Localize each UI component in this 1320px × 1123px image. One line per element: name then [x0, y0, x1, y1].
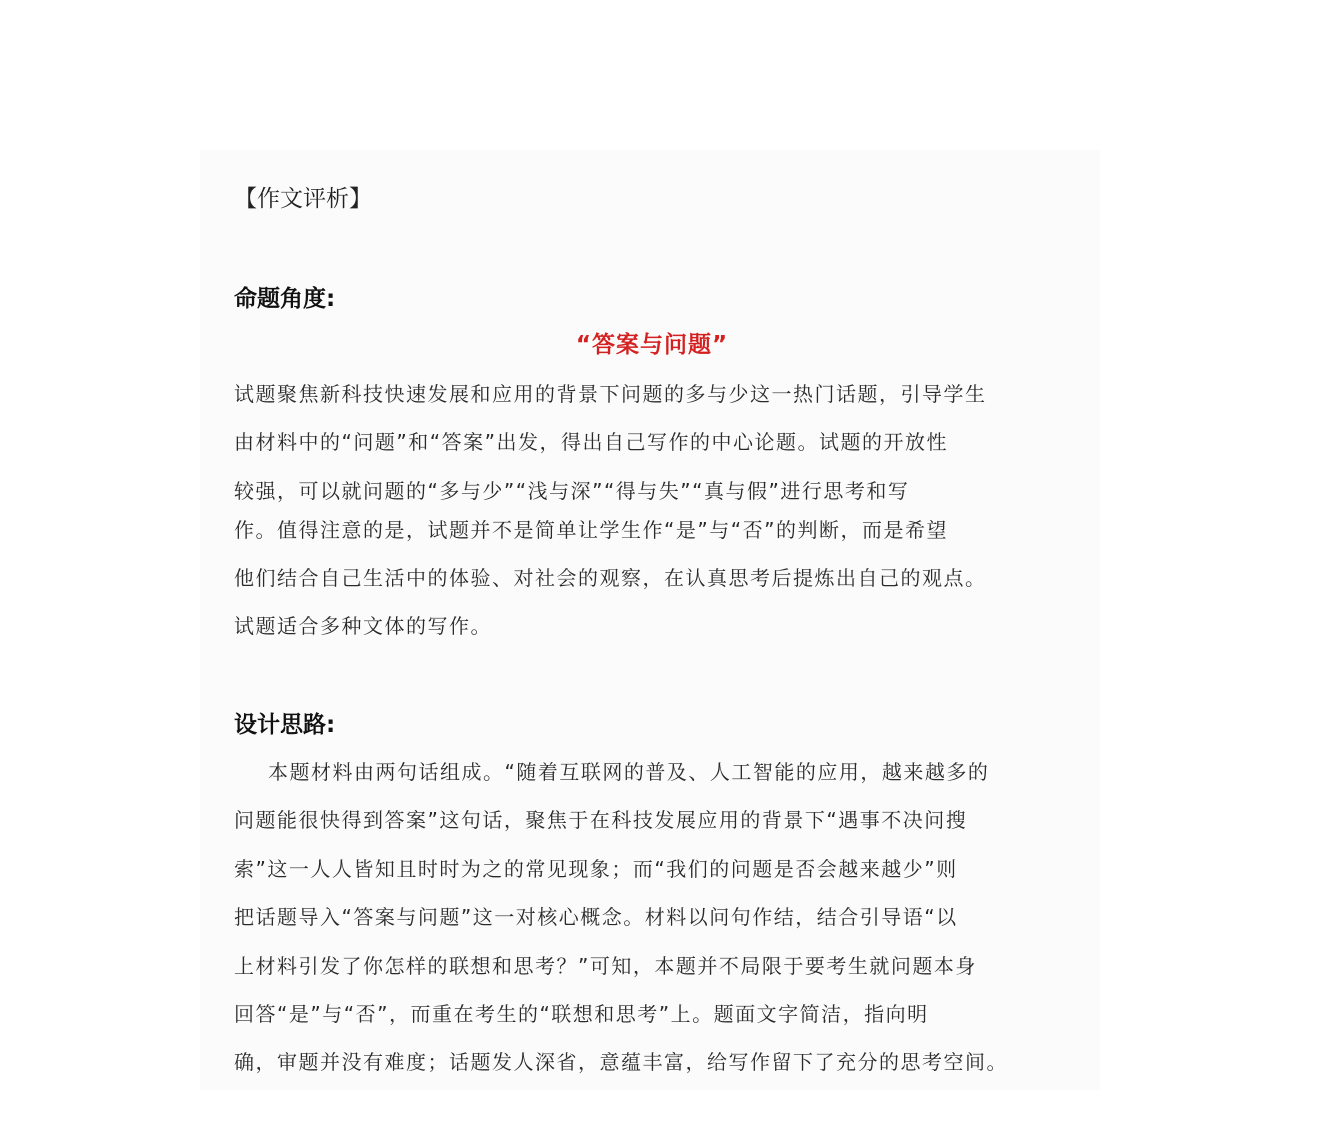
paragraph-line: 问题能很快得到答案”这句话，聚焦于在科技发展应用的背景下“遇事不决问搜 [234, 808, 968, 832]
section1-subtitle: “答案与问题” [575, 332, 729, 358]
section-label: 【作文评析】 [234, 186, 372, 212]
paragraph-line: 本题材料由两句话组成。“随着互联网的普及、人工智能的应用，越来越多的 [268, 760, 990, 784]
paragraph-line: 试题聚焦新科技快速发展和应用的背景下问题的多与少这一热门话题，引导学生 [234, 382, 987, 406]
paragraph-line: 较强，可以就问题的“多与少”“浅与深”“得与失”“真与假”进行思考和写 [234, 479, 910, 503]
paragraph-line: 作。值得注意的是，试题并不是简单让学生作“是”与“否”的判断，而是希望 [234, 518, 948, 542]
paragraph-line: 索”这一人人皆知且时时为之的常见现象；而“我们的问题是否会越来越少”则 [234, 857, 958, 881]
section1-title: 命题角度: [234, 286, 336, 312]
paragraph-line: 上材料引发了你怎样的联想和思考？”可知，本题并不局限于要考生就问题本身 [234, 954, 977, 978]
paragraph-line: 确，审题并没有难度；话题发人深省，意蕴丰富，给写作留下了充分的思考空间。 [234, 1050, 1008, 1074]
paragraph-line: 把话题导入“答案与问题”这一对核心概念。材料以问句作结，结合引导语“以 [234, 905, 958, 929]
paragraph-line: 由材料中的“问题”和“答案”出发，得出自己写作的中心论题。试题的开放性 [234, 430, 948, 454]
paragraph-line: 他们结合自己生活中的体验、对社会的观察，在认真思考后提炼出自己的观点。 [234, 566, 987, 590]
paragraph-line: 试题适合多种文体的写作。 [234, 614, 492, 638]
paragraph-line: 回答“是”与“否”，而重在考生的“联想和思考”上。题面文字简洁，指向明 [234, 1002, 929, 1026]
section2-title: 设计思路: [234, 712, 336, 738]
